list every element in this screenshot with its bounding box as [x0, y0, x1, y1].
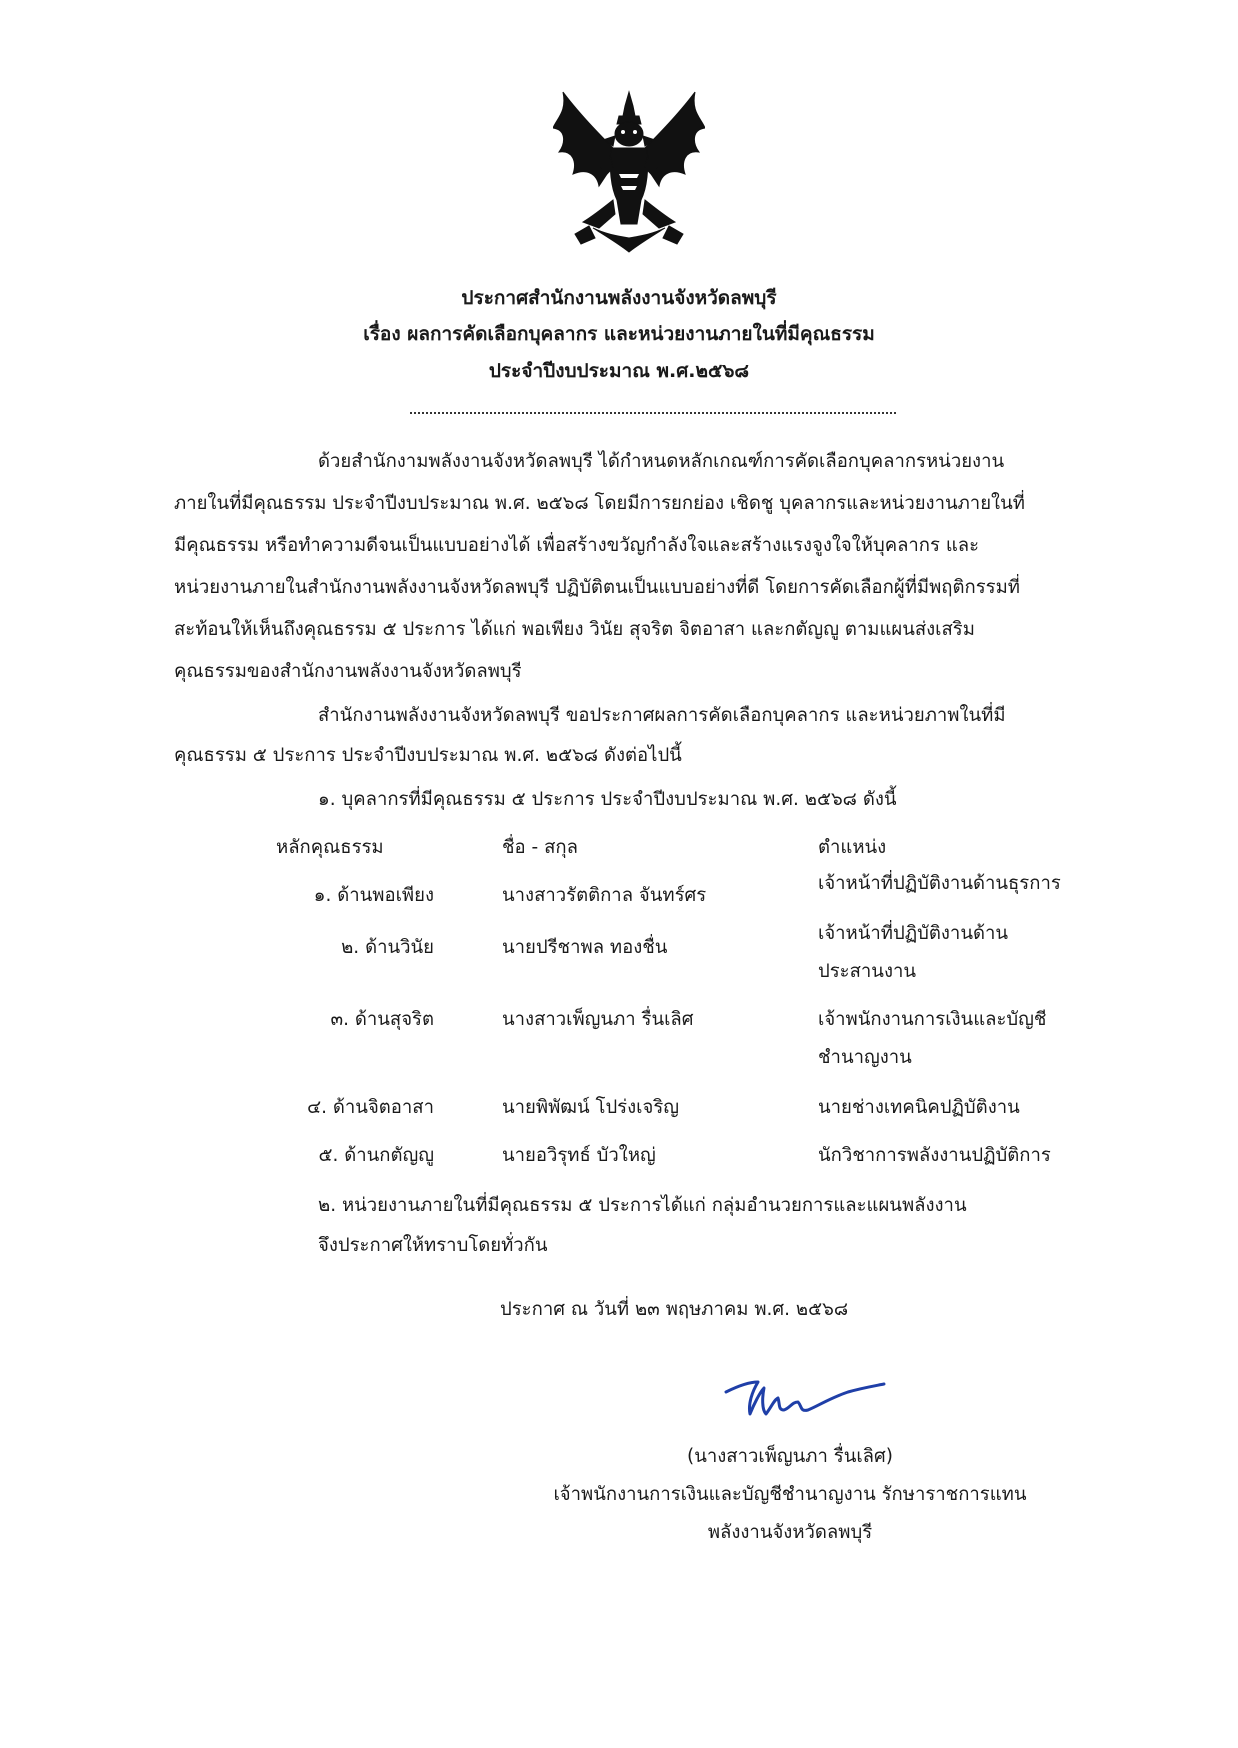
table-row-name: นายอวิรุทธ์ บัวใหญ่ — [502, 1145, 656, 1166]
table-row-name: นางสาวรัตติกาล จันทร์ศร — [502, 885, 707, 906]
column-header-name: ชื่อ - สกุล — [502, 837, 578, 858]
signatory-position: เจ้าพนักงานการเงินและบัญชีชำนาญงาน รักษาราชการแทน — [553, 1484, 1027, 1505]
table-row-position-cont: ชำนาญงาน — [818, 1047, 912, 1068]
table-row-name: นางสาวเพ็ญนภา รื่นเลิศ — [502, 1009, 694, 1030]
table-row-position: นักวิชาการพลังงานปฏิบัติการ — [818, 1145, 1051, 1166]
announcement-title: ประกาศสำนักงานพลังงานจังหวัดลพบุรี — [461, 287, 777, 309]
paragraph-line: คุณธรรมของสำนักงานพลังงานจังหวัดลพบุรี — [174, 661, 522, 682]
table-row-principle: ๕. ด้านกตัญญู — [318, 1145, 434, 1166]
table-row-position: เจ้าพนักงานการเงินและบัญชี — [818, 1009, 1047, 1030]
announcement-date: ประกาศ ณ วันที่ ๒๓ พฤษภาคม พ.ศ. ๒๕๖๘ — [500, 1299, 849, 1320]
table-row-principle: ๓. ด้านสุจริต — [330, 1009, 434, 1030]
handwritten-signature — [718, 1370, 888, 1426]
table-row-position: เจ้าหน้าที่ปฏิบัติงานด้าน — [818, 923, 1009, 944]
table-row-principle: ๔. ด้านจิตอาสา — [307, 1097, 434, 1118]
paragraph-line: สะท้อนให้เห็นถึงคุณธรรม ๕ ประการ ได้แก่ พอเพียง วินัย สุจริต จิตอาสา และกตัญญู ตามแผนส่งเสริม — [174, 619, 975, 640]
item-2-text: ๒. หน่วยงานภายในที่มีคุณธรรม ๕ ประการได้แก่ กลุ่มอำนวยการและแผนพลังงาน — [318, 1195, 967, 1216]
announcement-fiscal-year: ประจำปีงบประมาณ พ.ศ.๒๕๖๘ — [488, 360, 750, 382]
table-row-position-cont: ประสานงาน — [818, 961, 917, 982]
garuda-emblem-icon — [553, 88, 705, 256]
paragraph-line: ภายในที่มีคุณธรรม ประจำปีงบประมาณ พ.ศ. ๒๕๖๘ โดยมีการยกย่อง เชิดชู บุคลากรและหน่วยงานภายในที่ — [174, 493, 1025, 514]
table-row-position: เจ้าหน้าที่ปฏิบัติงานด้านธุรการ — [818, 873, 1061, 894]
dotted-divider — [410, 412, 896, 414]
table-row-name: นายปรีชาพล ทองชื่น — [502, 937, 668, 958]
table-row-principle: ๒. ด้านวินัย — [341, 937, 434, 958]
table-row-principle: ๑. ด้านพอเพียง — [313, 885, 434, 906]
paragraph-line: มีคุณธรรม หรือทำความดีจนเป็นแบบอย่างได้ เพื่อสร้างขวัญกำลังใจและสร้างแรงจูงใจให้บุคลากร และ — [174, 535, 980, 556]
signatory-position-cont: พลังงานจังหวัดลพบุรี — [707, 1522, 873, 1543]
signatory-name: (นางสาวเพ็ญนภา รื่นเลิศ) — [687, 1446, 893, 1467]
column-header-principle: หลักคุณธรรม — [276, 837, 384, 858]
column-header-position: ตำแหน่ง — [818, 837, 887, 858]
table-row-name: นายพิพัฒน์ โปร่งเจริญ — [502, 1097, 680, 1118]
closing-text: จึงประกาศให้ทราบโดยทั่วกัน — [318, 1235, 548, 1256]
paragraph-line: คุณธรรม ๕ ประการ ประจำปีงบประมาณ พ.ศ. ๒๕๖๘ ดังต่อไปนี้ — [174, 745, 682, 766]
paragraph-line: หน่วยงานภายในสำนักงานพลังงานจังหวัดลพบุรี ปฏิบัติตนเป็นแบบอย่างที่ดี โดยการคัดเลือกผู้ที่มีพฤติกรรมที่ — [174, 577, 1020, 598]
announcement-subject: เรื่อง ผลการคัดเลือกบุคลากร และหน่วยงานภายในที่มีคุณธรรม — [363, 323, 875, 345]
item-1-heading: ๑. บุคลากรที่มีคุณธรรม ๕ ประการ ประจำปีงบประมาณ พ.ศ. ๒๕๖๘ ดังนี้ — [318, 789, 897, 810]
table-row-position: นายช่างเทคนิคปฏิบัติงาน — [818, 1097, 1020, 1118]
paragraph-line: สำนักงานพลังงานจังหวัดลพบุรี ขอประกาศผลการคัดเลือกบุคลากร และหน่วยภาพในที่มี — [318, 705, 1006, 726]
paragraph-line: ด้วยสำนักงามพลังงานจังหวัดลพบุรี ได้กำหนดหลักเกณฑ์การคัดเลือกบุคลากรหน่วยงาน — [318, 451, 1005, 472]
